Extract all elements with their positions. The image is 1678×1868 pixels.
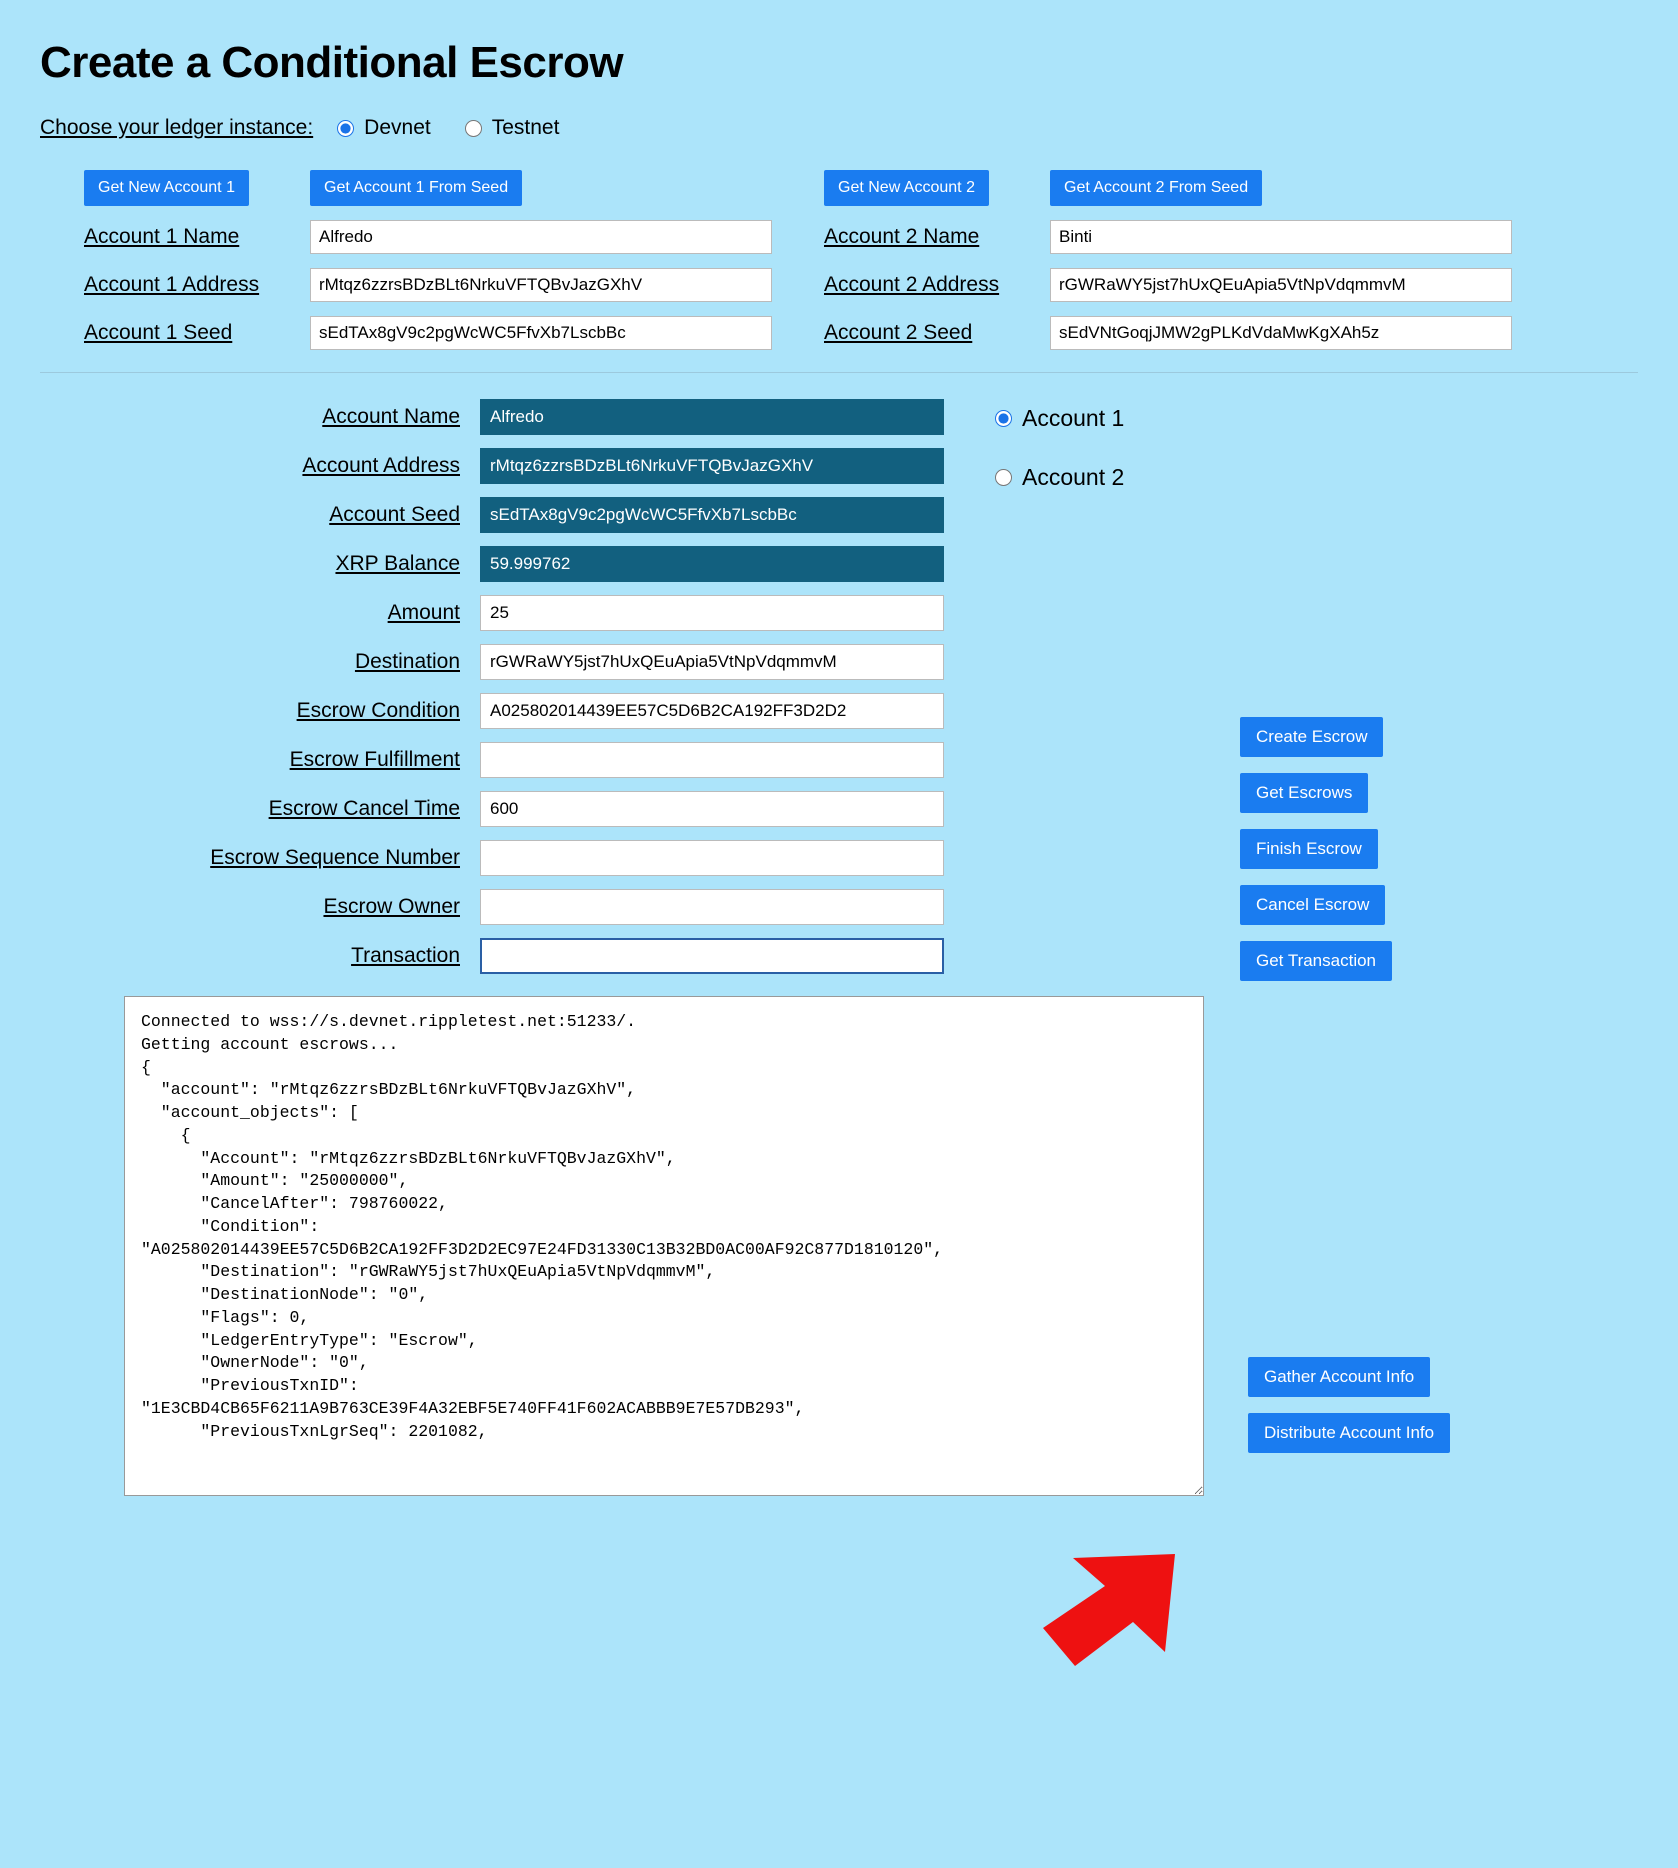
annotation-arrow-icon <box>965 1544 1185 1684</box>
ledger-instance-row <box>40 116 1638 140</box>
get-account-1-from-seed-button[interactable]: Get Account 1 From Seed <box>310 170 522 206</box>
escrow-owner-label: Escrow Owner <box>323 895 460 918</box>
radio-testnet-label: Testnet <box>491 116 560 139</box>
account-2-name-label: Account 2 Name <box>824 225 980 248</box>
amount-input[interactable] <box>480 595 944 631</box>
account-1-seed-cell <box>310 316 780 350</box>
escrow-fulfillment-label: Escrow Fulfillment <box>289 748 460 771</box>
escrow-condition-input[interactable] <box>480 693 944 729</box>
account-1-address-label: Account 1 Address <box>84 273 260 296</box>
account-name-label: Account Name <box>322 405 460 428</box>
radio-account-2[interactable] <box>995 464 1124 491</box>
console-output[interactable] <box>124 996 1204 1496</box>
create-escrow-button[interactable]: Create Escrow <box>1240 717 1383 757</box>
account-1-name-input[interactable] <box>310 220 772 254</box>
section-divider <box>40 372 1638 373</box>
get-account-2-from-seed-cell <box>1050 170 1520 206</box>
get-new-account-1-cell <box>40 170 310 206</box>
escrow-owner-input[interactable] <box>480 889 944 925</box>
account-2-name-input[interactable] <box>1050 220 1512 254</box>
gather-account-info-button[interactable]: Gather Account Info <box>1248 1357 1430 1397</box>
distribute-account-info-button[interactable]: Distribute Account Info <box>1248 1413 1450 1453</box>
destination-label: Destination <box>354 650 460 673</box>
get-transaction-button[interactable]: Get Transaction <box>1240 941 1392 981</box>
radio-testnet[interactable] <box>465 116 560 140</box>
account-2-seed-cell <box>1050 316 1520 350</box>
get-new-account-2-button[interactable]: Get New Account 2 <box>824 170 989 206</box>
xrp-balance-field <box>480 546 944 582</box>
finish-escrow-button[interactable]: Finish Escrow <box>1240 829 1378 869</box>
account-2-name-cell <box>1050 220 1520 254</box>
account-seed-label: Account Seed <box>329 503 460 526</box>
account-2-address-input[interactable] <box>1050 268 1512 302</box>
account-info-actions <box>1248 1357 1450 1453</box>
account-2-seed-input[interactable] <box>1050 316 1512 350</box>
escrow-sequence-number-label: Escrow Sequence Number <box>210 846 460 869</box>
account-2-address-cell <box>1050 268 1520 302</box>
cancel-escrow-button[interactable]: Cancel Escrow <box>1240 885 1385 925</box>
radio-devnet-input[interactable] <box>337 120 354 137</box>
xrp-balance-label: XRP Balance <box>335 552 460 575</box>
account-2-address-label: Account 2 Address <box>824 273 1000 296</box>
account-seed-field <box>480 497 944 533</box>
escrow-condition-label: Escrow Condition <box>296 699 460 722</box>
account-address-label: Account Address <box>302 454 460 477</box>
radio-account-1-label: Account 1 <box>1022 405 1125 431</box>
get-account-1-from-seed-cell <box>310 170 780 206</box>
ledger-instance-label: Choose your ledger instance: <box>40 116 314 139</box>
account-1-name-cell <box>310 220 780 254</box>
accounts-section <box>40 170 1638 350</box>
get-new-account-2-cell <box>780 170 1050 206</box>
radio-account-1[interactable] <box>995 405 1124 432</box>
radio-account-1-input[interactable] <box>995 410 1012 427</box>
account-2-seed-label: Account 2 Seed <box>824 321 973 344</box>
transaction-input[interactable] <box>480 938 944 974</box>
account-1-seed-label: Account 1 Seed <box>84 321 233 344</box>
get-new-account-1-button[interactable]: Get New Account 1 <box>84 170 249 206</box>
escrow-cancel-time-input[interactable] <box>480 791 944 827</box>
account-1-address-input[interactable] <box>310 268 772 302</box>
account-address-field <box>480 448 944 484</box>
transaction-label: Transaction <box>351 944 460 967</box>
radio-account-2-label: Account 2 <box>1022 464 1125 490</box>
radio-testnet-input[interactable] <box>465 120 482 137</box>
account-selector <box>995 405 1158 523</box>
escrow-fulfillment-input[interactable] <box>480 742 944 778</box>
get-escrows-button[interactable]: Get Escrows <box>1240 773 1368 813</box>
account-name-field <box>480 399 944 435</box>
radio-devnet[interactable] <box>337 116 431 140</box>
get-account-2-from-seed-button[interactable]: Get Account 2 From Seed <box>1050 170 1262 206</box>
radio-devnet-label: Devnet <box>364 116 431 139</box>
radio-account-2-input[interactable] <box>995 469 1012 486</box>
account-1-address-cell <box>310 268 780 302</box>
account-1-name-label: Account 1 Name <box>84 225 240 248</box>
escrow-form <box>40 399 1638 1442</box>
destination-input[interactable] <box>480 644 944 680</box>
amount-label: Amount <box>387 601 460 624</box>
escrow-sequence-number-input[interactable] <box>480 840 944 876</box>
account-1-seed-input[interactable] <box>310 316 772 350</box>
escrow-actions <box>1240 717 1392 981</box>
escrow-form-grid <box>40 399 1638 974</box>
page-title: Create a Conditional Escrow <box>40 38 624 87</box>
escrow-cancel-time-label: Escrow Cancel Time <box>268 797 460 820</box>
